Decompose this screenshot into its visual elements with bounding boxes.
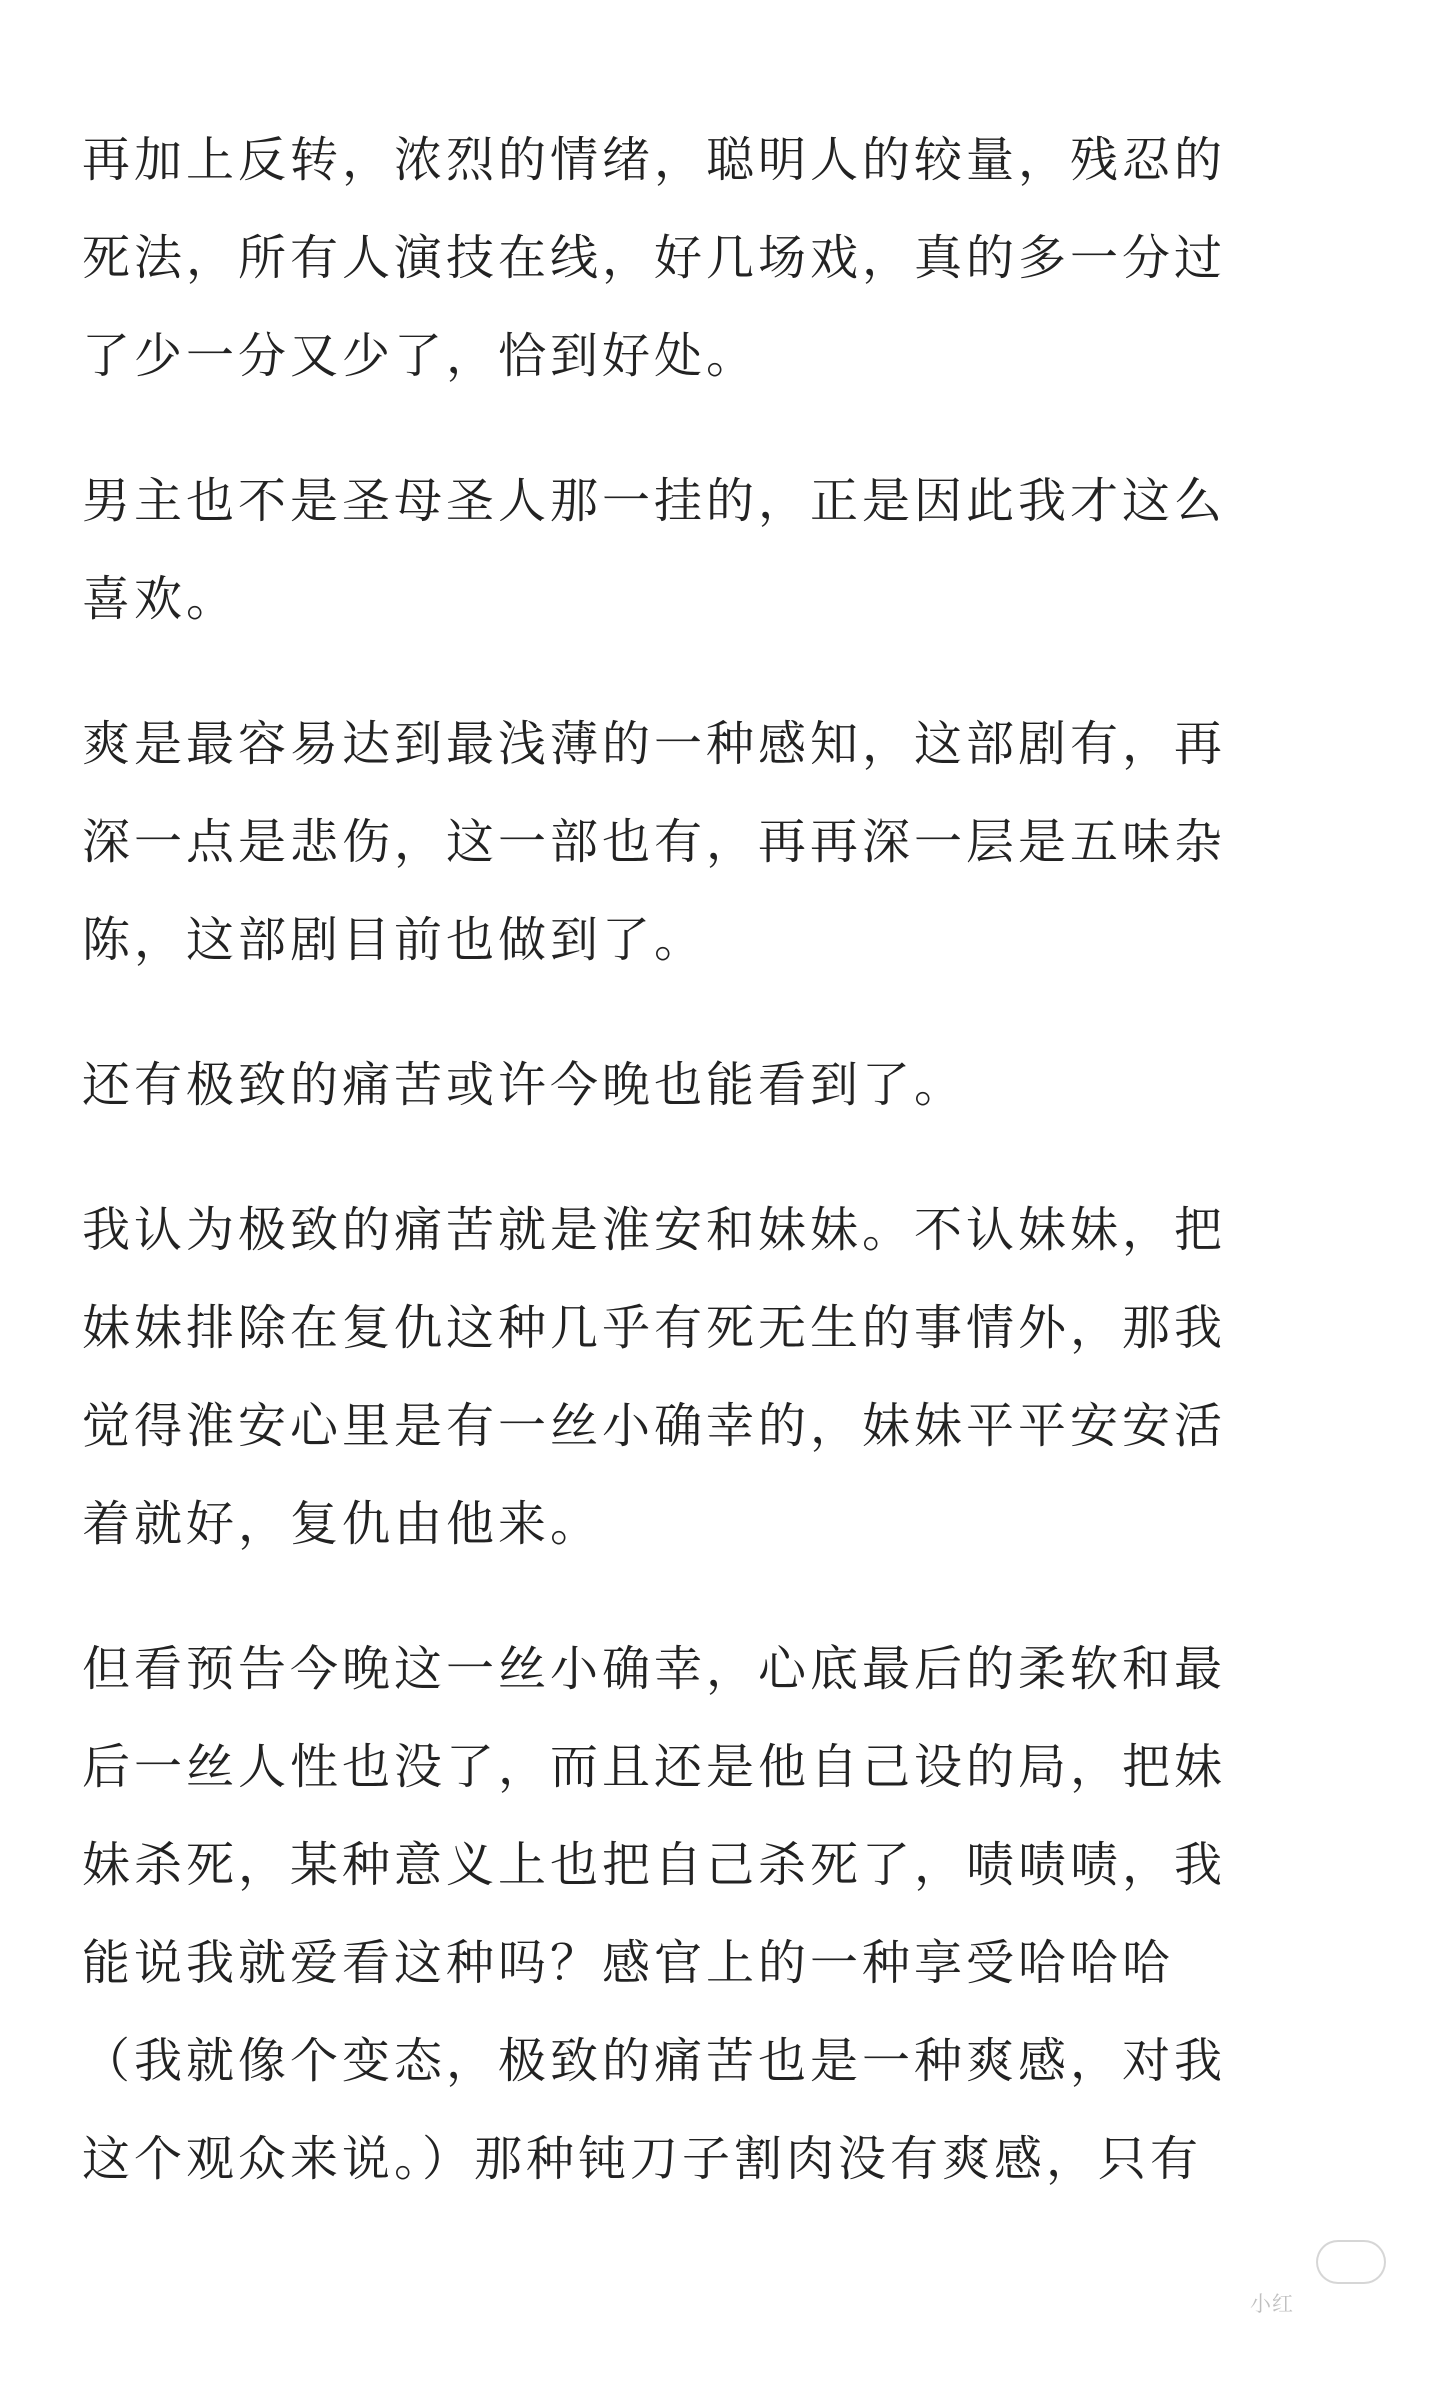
text-line: 妹妹排除在复仇这种几乎有死无生的事情外，那我 [82, 1300, 1227, 1356]
paragraph-6 [82, 1620, 1382, 2208]
text-line: 后一丝人性也没了，而且还是他自己设的局，把妹 [82, 1739, 1227, 1795]
text-line: 还有极致的痛苦或许今晚也能看到了。 [82, 1057, 967, 1113]
paragraph-4 [82, 1036, 1382, 1134]
text-line: 再加上反转，浓烈的情绪，聪明人的较量，残忍的 [82, 132, 1227, 188]
text-line: 我认为极致的痛苦就是淮安和妹妹。不认妹妹，把 [82, 1202, 1227, 1258]
paragraph-3 [82, 695, 1382, 989]
text-line: （我就像个变态，极致的痛苦也是一种爽感，对我 [82, 2033, 1227, 2089]
text-line: 陈，这部剧目前也做到了。 [82, 912, 707, 968]
text-line: 男主也不是圣母圣人那一挂的，正是因此我才这么 [82, 473, 1227, 529]
paragraph-1 [82, 111, 1382, 405]
text-line: 喜欢。 [82, 571, 239, 627]
text-line: 着就好，复仇由他来。 [82, 1496, 603, 1552]
text-line: 死法，所有人演技在线，好几场戏，真的多一分过 [82, 230, 1227, 286]
text-line: 爽是最容易达到最浅薄的一种感知，这部剧有，再 [82, 716, 1227, 772]
paragraph-2 [82, 452, 1382, 648]
article-body [82, 111, 1382, 2255]
text-line: 妹杀死，某种意义上也把自己杀死了，啧啧啧，我 [82, 1837, 1227, 1893]
text-line: 觉得淮安心里是有一丝小确幸的，妹妹平平安安活 [82, 1398, 1227, 1454]
text-line: 了少一分又少了，恰到好处。 [82, 328, 759, 384]
text-line: 深一点是悲伤，这一部也有，再再深一层是五味杂 [82, 814, 1227, 870]
text-line: 能说我就爱看这种吗？感官上的一种享受哈哈哈 [82, 1935, 1175, 1991]
paragraph-5 [82, 1181, 1382, 1573]
watermark-text: 小红 [1250, 2292, 1294, 2316]
text-line: 但看预告今晚这一丝小确幸，心底最后的柔软和最 [82, 1641, 1227, 1697]
text-line: 这个观众来说。）那种钝刀子割肉没有爽感，只有 [82, 2131, 1203, 2187]
